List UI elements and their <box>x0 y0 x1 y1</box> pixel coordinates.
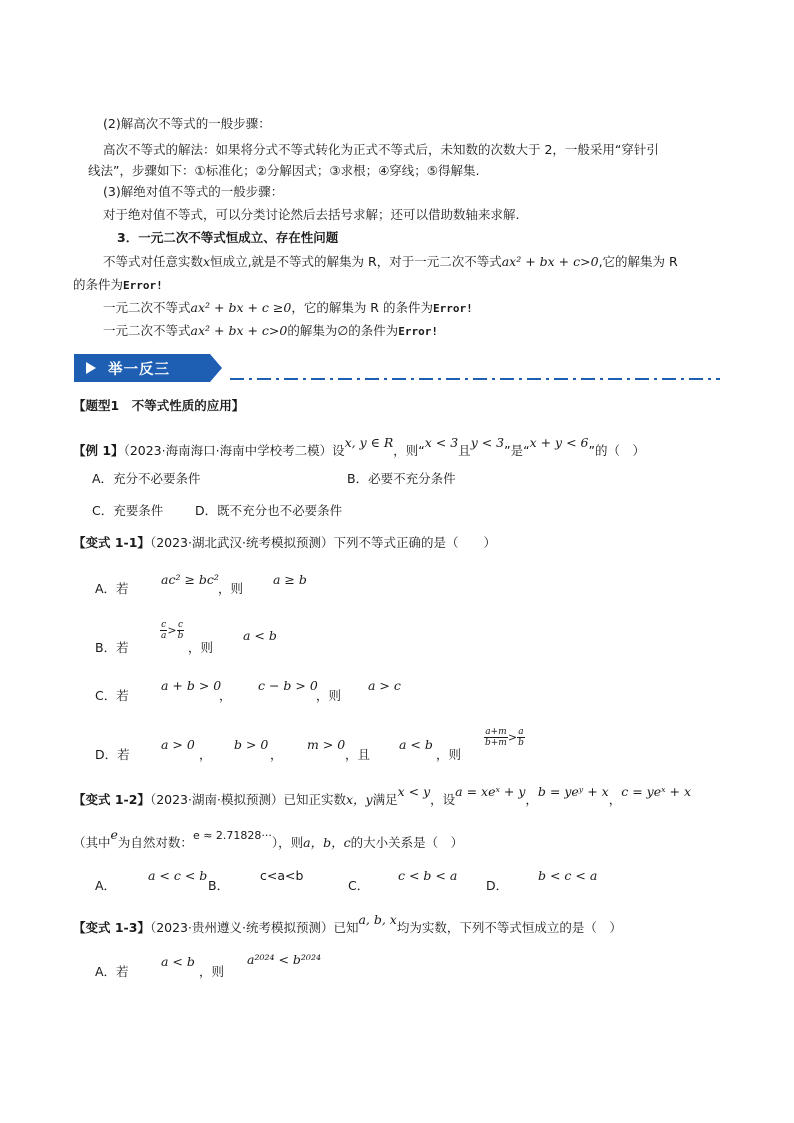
text: ”是“ <box>504 443 530 458</box>
variant-1-2-option-a-label: A． <box>95 878 117 893</box>
math: b = yeʸ + x <box>537 784 609 799</box>
text: 恒成立,就是不等式的解集为 R，对于一元二次不等式 <box>210 254 502 269</box>
variant-1-2-stem-line-1 <box>73 784 692 810</box>
section-2-title: (2)解高次不等式的一般步骤： <box>103 116 271 131</box>
example-tag: 【例 1】 <box>73 443 124 458</box>
variant-1-2-option-c-math: c < b < a <box>398 868 458 883</box>
variant-1-2-option-b-math: c<a<b <box>260 868 304 883</box>
variant-1-1-option-c-math-2: c − b > 0 <box>258 678 318 693</box>
text: ,它的解集为 R <box>598 254 678 269</box>
error-text: Error! <box>123 279 163 292</box>
variant-1-1-option-c-math-1: a + b > 0 <box>161 678 222 693</box>
text: 满足 <box>372 792 398 807</box>
numerator: a+m <box>485 727 507 737</box>
variant-tag: 【变式 1-3】 <box>73 920 150 935</box>
variant-1-3-option-a-math-2: a²⁰²⁴ < b²⁰²⁴ <box>247 952 321 967</box>
error-text: Error! <box>398 325 438 338</box>
section-3-line-1: 对于绝对值不等式，可以分类讨论然后去括号求解；还可以借助数轴来求解. <box>103 207 520 222</box>
text: 的解集为∅的条件为 <box>287 323 399 338</box>
para-1-line-2 <box>73 275 163 296</box>
math: c = yeˣ + x <box>621 784 692 799</box>
fraction <box>517 727 525 748</box>
variant-1-1-option-a-math-1: ac² ≥ bc² <box>161 572 219 587</box>
variant-1-2-stem-line-2 <box>73 827 464 854</box>
text: 为自然对数： <box>117 835 193 850</box>
text: 均为实数，下列不等式恒成立的是（ ） <box>396 920 622 935</box>
variant-1-1-option-d-comma-2: ， <box>270 747 283 762</box>
variant-1-3-option-a-then: ，则 <box>199 964 225 979</box>
text: ，则“ <box>393 443 425 458</box>
section-2-line-1: 高次不等式的解法：如果将分式不等式转化为正式不等式后，未知数的次数大于 2，一般采用“穿针引 <box>103 142 659 157</box>
variant-1-1-option-b-fraction-expr <box>160 620 184 641</box>
variant-1-1-option-d-math-3: m > 0 <box>307 737 346 752</box>
math: a，b，c <box>303 835 351 850</box>
example-1-option-b: B．必要不充分条件 <box>347 471 456 486</box>
variant-1-1-option-d-math-1: a > 0 <box>161 737 195 752</box>
variant-1-1-option-c-then: ，则 <box>316 688 342 703</box>
text: 不等式对任意实数 <box>103 254 204 269</box>
variant-1-1-option-a-math-2: a ≥ b <box>273 572 307 587</box>
math: e ≈ 2.71828··· <box>192 829 272 842</box>
math: x < 3 <box>424 435 459 450</box>
denominator: a <box>161 631 167 641</box>
variant-tag: 【变式 1-2】 <box>73 792 150 807</box>
para-1-line-1 <box>103 252 678 272</box>
math-expr: ax² + bx + c>0 <box>501 254 599 269</box>
text: 一元二次不等式 <box>103 300 191 315</box>
math: x，y <box>345 792 373 807</box>
section-banner <box>74 354 222 382</box>
variant-1-1-option-c-math-3: a > c <box>368 678 401 693</box>
text: ），则 <box>271 835 304 850</box>
error-text: Error! <box>432 302 473 315</box>
variant-1-1-option-a-then: ，则 <box>218 581 244 596</box>
text: 且 <box>458 443 471 458</box>
denominator: b <box>518 738 524 748</box>
math: x, y ∈ R <box>344 435 394 450</box>
variant-1-1-option-d-math-2: b > 0 <box>234 737 269 752</box>
variant-1-2-option-a-math: a < c < b <box>148 868 208 883</box>
variant-1-2-option-d-label: D． <box>486 878 509 893</box>
question-type-title: 【题型1 不等式性质的应用】 <box>73 398 245 413</box>
text: （2023·贵州遵义·统考模拟预测）已知 <box>149 920 359 935</box>
math: x + y < 6 <box>529 435 589 450</box>
example-1-stem <box>73 435 645 461</box>
example-1-option-c: C．充要条件 <box>92 503 164 518</box>
fraction <box>484 727 508 748</box>
math: a, b, x <box>358 912 397 927</box>
text: 的大小关系是（ ） <box>350 835 464 850</box>
math: > <box>167 624 177 637</box>
text: 一元二次不等式 <box>103 323 191 338</box>
example-1-option-a: A．充分不必要条件 <box>92 471 201 486</box>
variant-1-1-option-d-comma-1: ， <box>199 747 212 762</box>
text: （2023·湖北武汉·统考模拟预测）下列不等式正确的是（ ） <box>149 535 496 550</box>
variant-1-1-option-d-label: D．若 <box>95 747 130 762</box>
text: ”的（ ） <box>588 443 645 458</box>
text: ， <box>525 792 538 807</box>
math: a = xeˣ + y <box>455 784 526 799</box>
text: ，它的解集为 R 的条件为 <box>291 300 433 315</box>
text: ， <box>608 792 622 807</box>
variant-1-2-option-d-math: b < c < a <box>538 868 598 883</box>
variant-1-1-option-b-math: a < b <box>243 628 277 643</box>
banner-label: 举一反三 <box>108 362 170 378</box>
variant-1-1-option-d-then: ，则 <box>436 747 462 762</box>
variant-1-1-option-d-and: ，且 <box>345 747 371 762</box>
numerator: c <box>161 620 167 630</box>
variant-1-2-option-b-label: B． <box>208 878 230 893</box>
variant-1-1-option-c-label: C．若 <box>95 688 129 703</box>
text: （其中 <box>73 835 111 850</box>
variant-tag: 【变式 1-1】 <box>73 535 150 550</box>
dash-dot-divider <box>230 378 720 380</box>
heading-3: 3．一元二次不等式恒成立、存在性问题 <box>117 230 339 245</box>
example-1-option-d: D．既不充分也不必要条件 <box>195 503 343 518</box>
variant-1-1-option-d-fraction-expr <box>484 727 525 748</box>
math-expr: ax² + bx + c ≥0 <box>190 300 292 315</box>
variant-1-3-stem <box>73 912 622 938</box>
variant-1-1-option-b-then: ，则 <box>188 640 214 655</box>
para-2 <box>103 298 473 319</box>
variant-1-1-stem <box>73 533 496 553</box>
text: 的条件为 <box>73 277 124 292</box>
variant-1-1-option-d-math-4: a < b <box>399 737 433 752</box>
variant-1-1-option-a-label: A．若 <box>95 581 129 596</box>
variant-1-2-option-c-label: C． <box>348 878 370 893</box>
variant-1-3-option-a-math-1: a < b <box>161 954 195 969</box>
variant-1-1-option-b-label: B．若 <box>95 640 129 655</box>
math: x < y <box>397 784 431 799</box>
fraction <box>177 620 185 641</box>
math: e <box>110 827 118 842</box>
text: ，设 <box>430 792 456 807</box>
text: （2023·海南海口·海南中学校考二模）设 <box>123 443 345 458</box>
numerator: a <box>518 727 524 737</box>
math: y < 3 <box>470 435 505 450</box>
text: （2023·湖南·模拟预测）已知正实数 <box>149 792 346 807</box>
math: > <box>507 731 518 744</box>
denominator: b <box>177 631 184 641</box>
variant-1-3-option-a-label: A．若 <box>95 964 129 979</box>
section-3-title: (3)解绝对值不等式的一般步骤： <box>103 184 284 199</box>
math-expr: ax² + bx + c>0 <box>190 323 288 338</box>
denominator: b+m <box>485 738 507 748</box>
variant-1-1-option-c-comma: ， <box>219 688 232 703</box>
numerator: c <box>177 620 183 630</box>
math-x: x <box>203 254 211 269</box>
section-2-line-2: 线法”，步骤如下：①标准化；②分解因式；③求根；④穿线；⑤得解集. <box>88 163 480 178</box>
para-3 <box>103 321 438 342</box>
